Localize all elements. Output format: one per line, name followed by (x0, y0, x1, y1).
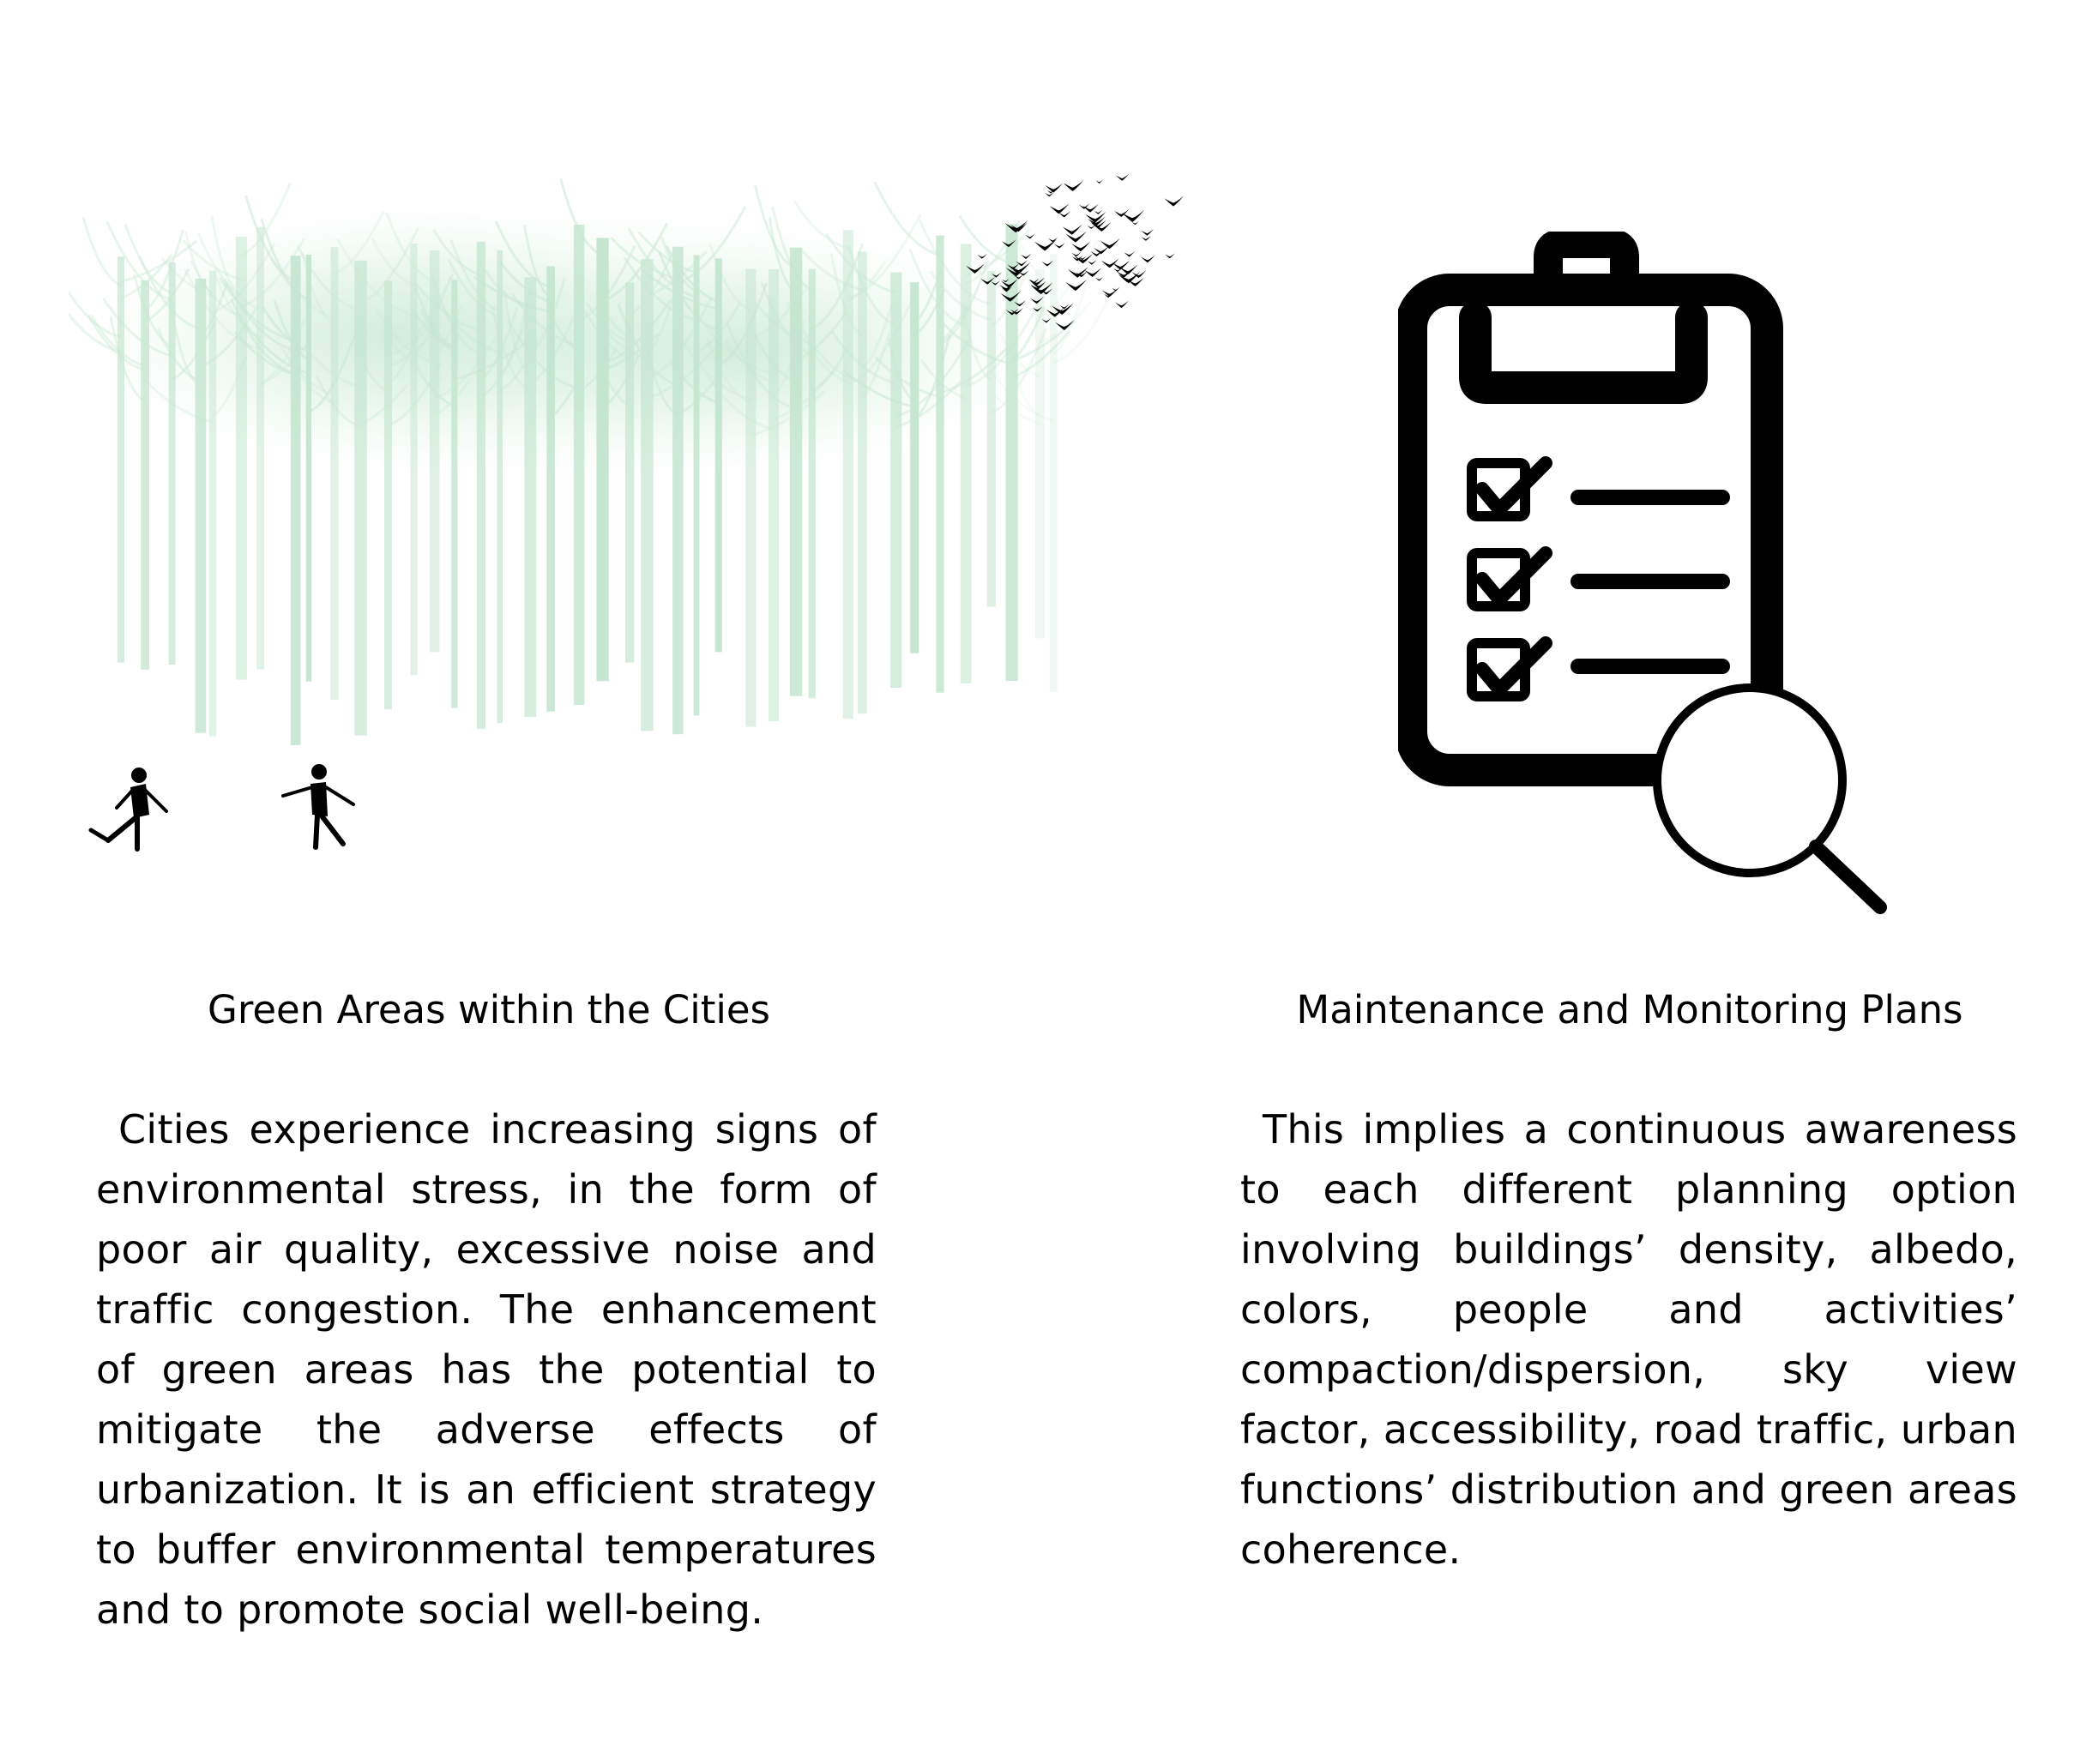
tree-trunk (354, 261, 367, 736)
bird-icon (977, 254, 987, 259)
bird-icon (1063, 225, 1082, 235)
tree-trunk (809, 269, 816, 699)
bird-icon (1071, 241, 1090, 251)
right-panel-body (1240, 1099, 2017, 1580)
tree-trunk (410, 244, 417, 675)
bird-icon (1050, 203, 1070, 214)
forest-illustration (69, 146, 1184, 866)
tree-trunk (574, 225, 584, 705)
tree-trunk (672, 247, 684, 734)
tree-trunk (497, 250, 503, 724)
bird-icon (1115, 301, 1129, 308)
tree-trunk (291, 256, 301, 745)
bird-icon (1124, 251, 1136, 257)
clipboard-clip-icon (1475, 317, 1691, 388)
tree-trunk (451, 280, 457, 707)
bird-icon (1045, 192, 1053, 197)
left-panel-body (96, 1099, 877, 1640)
tree-trunk (910, 282, 919, 653)
bird-icon (1048, 238, 1058, 243)
bird-icon (1096, 179, 1104, 184)
checkmark-icon (1482, 553, 1546, 599)
bird-icon (1085, 212, 1106, 223)
left-panel-title: Green Areas within the Cities (207, 987, 771, 1033)
tree-trunk (477, 242, 485, 729)
bird-icon (1064, 180, 1084, 190)
checkmark-icon (1482, 463, 1546, 509)
clipboard-checklist-magnifier-icon (1398, 232, 1913, 918)
tree-trunk (987, 271, 996, 606)
bird-icon (1116, 174, 1129, 181)
tree-trunk (858, 251, 867, 713)
bird-icon (1054, 243, 1065, 249)
left-panel-body-text: Cities experience increasing signs of environmental stress, in the form of poor air quality, excessive noise and traffic congestion. The enhancement of green areas has the potential to mitigate the adverse effects of urbanization. It is an efficient strategy to buffer environmental temperatures and to promote social well-being. (96, 1106, 877, 1633)
running-figure-icon (283, 764, 353, 847)
bird-icon (1164, 196, 1183, 207)
running-figure-icon (91, 768, 166, 849)
magnifier-icon (1657, 688, 1880, 907)
bird-icon (1141, 255, 1155, 262)
right-panel-body-text: This implies a continuous awareness to each different planning option involving buildings’ density, albedo, colors, people and activities’ compaction/dispersion, sky view factor, accessibility, road traffic, urban functions’ distribution and green areas coherence. (1240, 1106, 2017, 1573)
bird-icon (1079, 203, 1089, 209)
tree-trunk (209, 271, 216, 737)
bird-icon (1094, 246, 1109, 255)
right-panel-title: Maintenance and Monitoring Plans (1296, 987, 1963, 1033)
tree-trunk (384, 280, 392, 709)
bird-icon (1095, 277, 1103, 281)
bird-icon (1122, 210, 1144, 222)
tree-branch (83, 217, 121, 286)
bird-icon (1046, 183, 1064, 192)
tree-trunk (769, 269, 779, 721)
tree-trunk (715, 258, 722, 652)
bird-icon (1065, 232, 1086, 243)
bird-icon (1094, 210, 1103, 214)
bird-icon (1100, 238, 1120, 249)
tree-trunk (141, 280, 149, 670)
tree-trunk (890, 273, 901, 688)
checkmark-icon (1482, 643, 1546, 689)
bird-icon (1141, 236, 1151, 241)
tree-trunk (331, 247, 339, 700)
bird-icon (1088, 260, 1097, 265)
bird-icon (1141, 229, 1154, 236)
tree-branch (1053, 286, 1115, 363)
tree-trunk (306, 255, 311, 682)
tree-trunk (790, 248, 802, 696)
bird-icon (1071, 251, 1081, 256)
bird-icon (1165, 253, 1174, 258)
